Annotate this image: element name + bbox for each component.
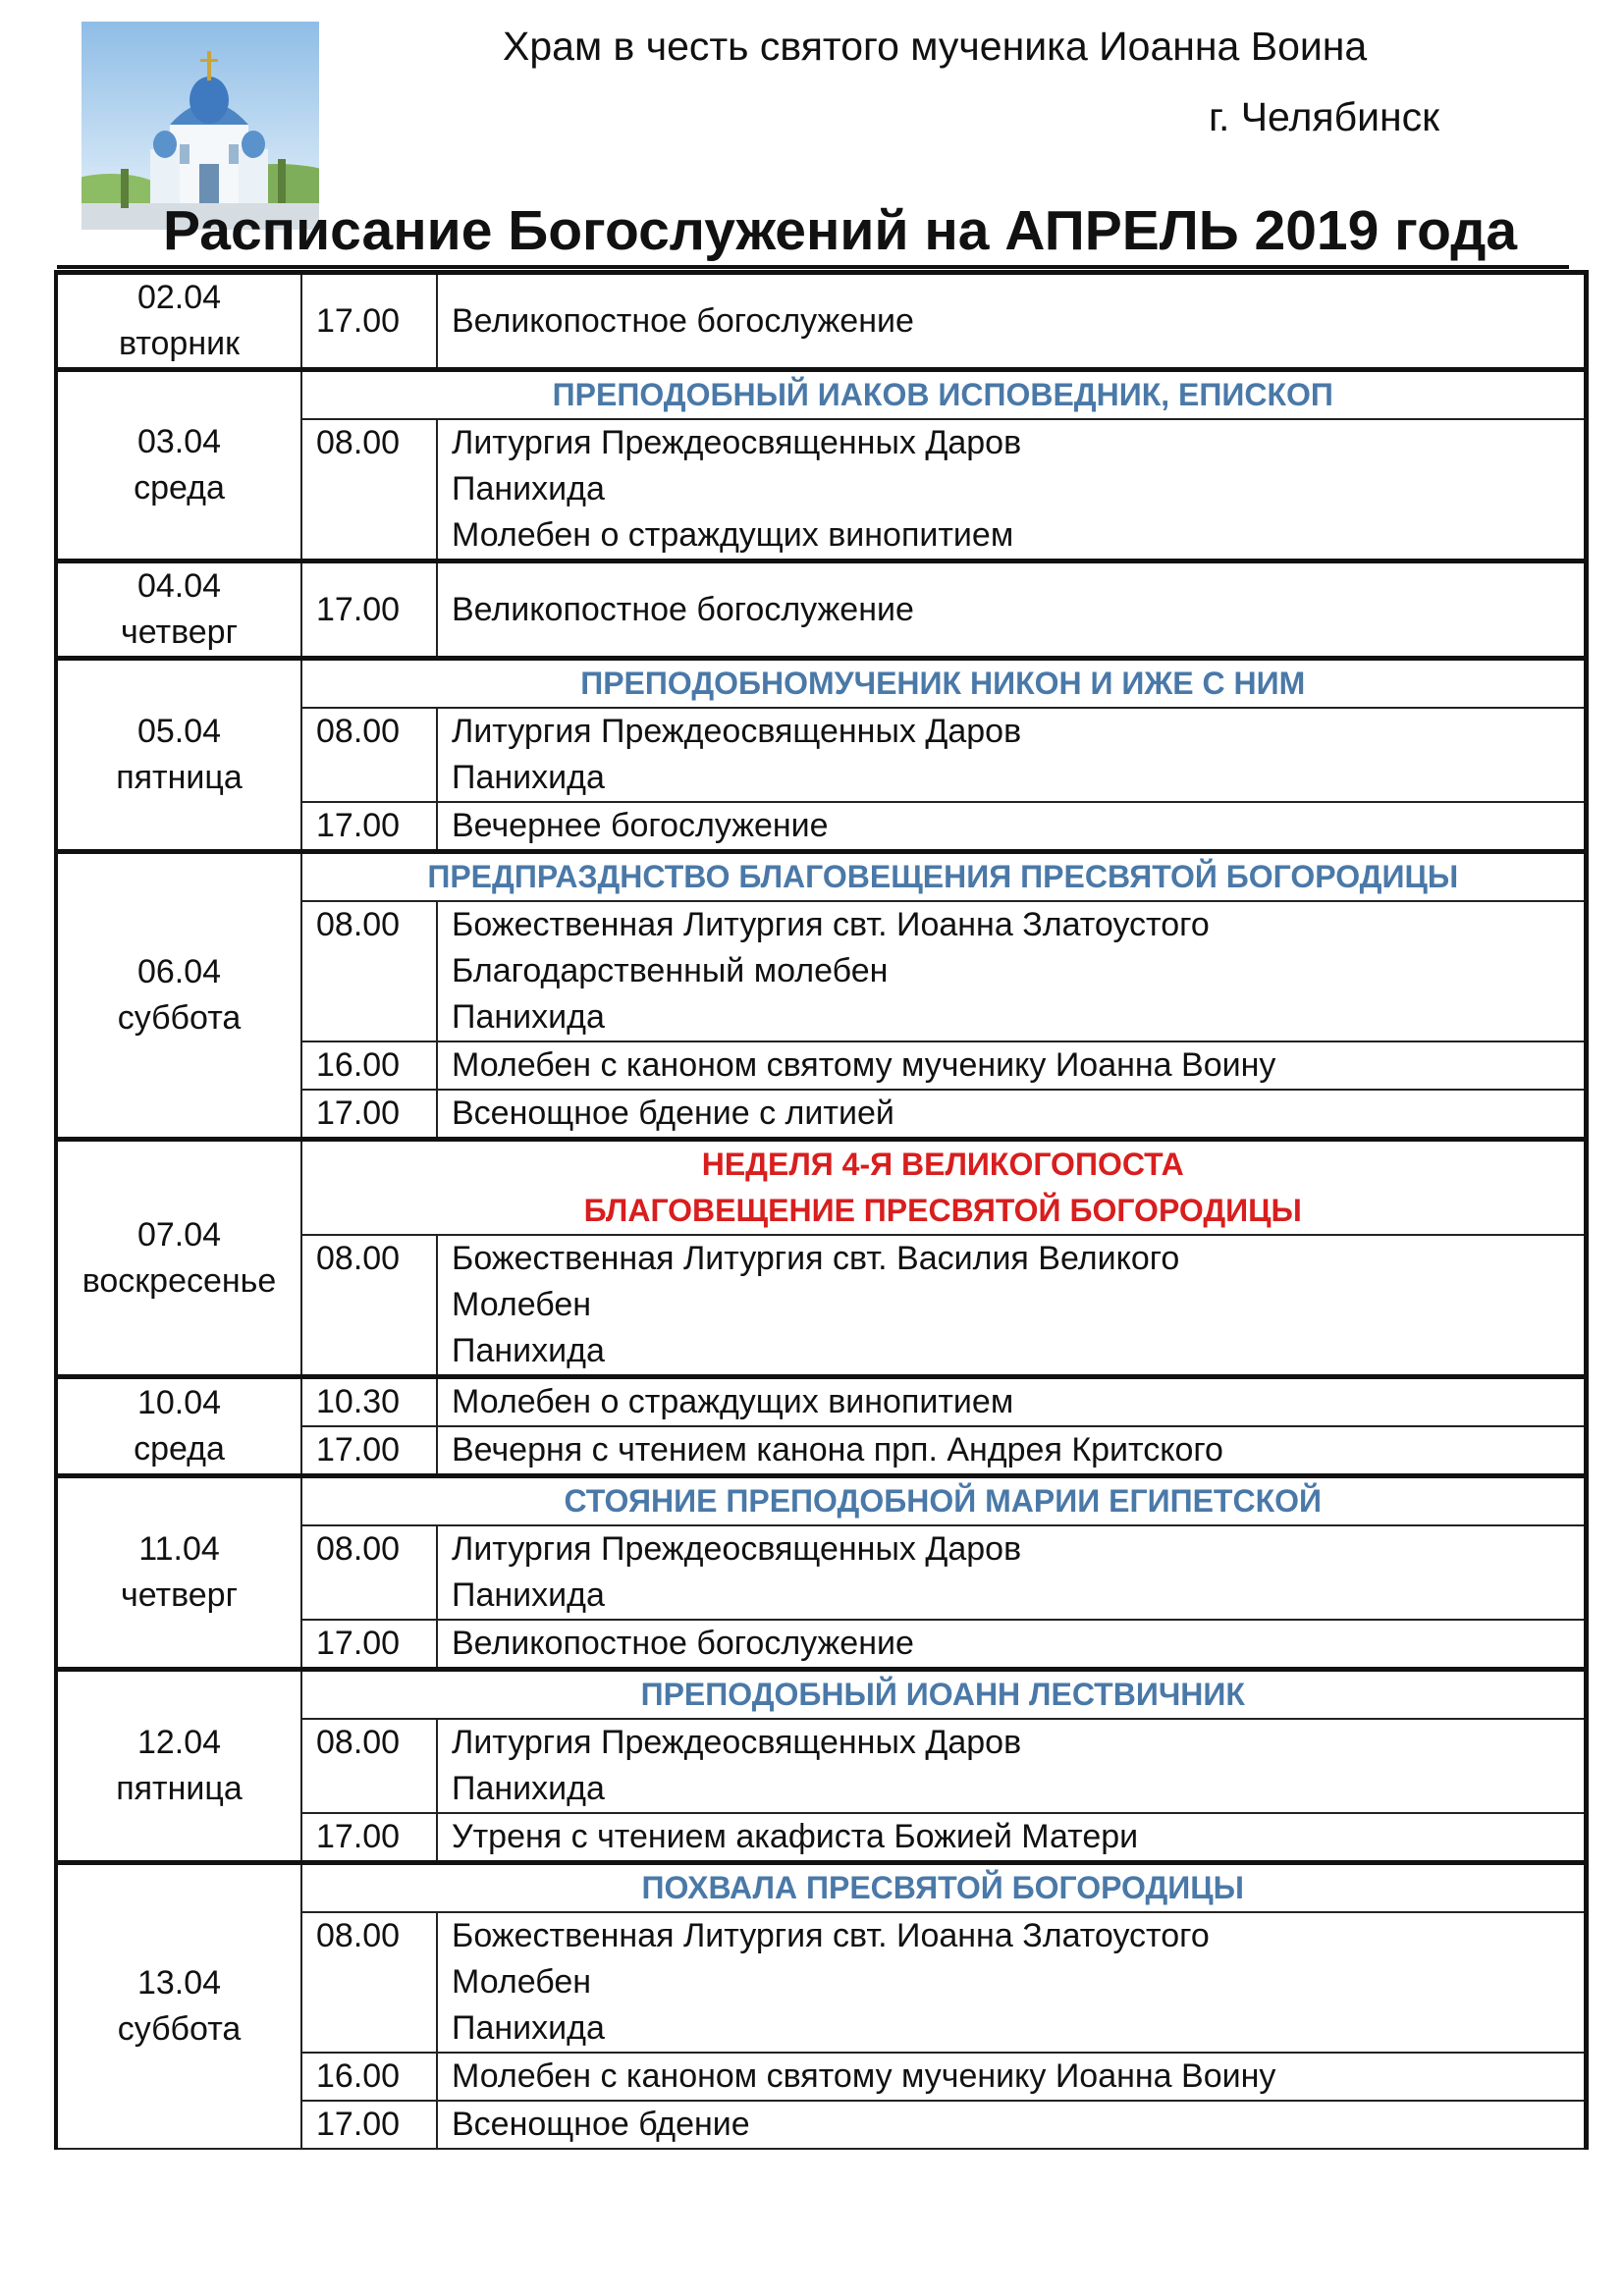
service-name: Молебен с каноном святому мученику Иоанна Воину [452, 1046, 1276, 1084]
schedule-table [54, 270, 1589, 2150]
service-name: Панихида [452, 470, 605, 507]
feast-title [301, 659, 1586, 709]
service-list [437, 1813, 1586, 1863]
day-date-cell [56, 370, 301, 561]
day-date: 07.04 [136, 1215, 222, 1254]
day-date-cell [56, 852, 301, 1140]
day-date-cell [56, 1670, 301, 1863]
service-name: Панихида [452, 998, 605, 1036]
service-list [437, 2053, 1586, 2101]
day-weekday: среда [134, 469, 225, 507]
service-name: Литургия Преждеосвященных Даров [452, 713, 1022, 750]
service-time: 17.00 [301, 1090, 437, 1140]
service-name: Панихида [452, 1332, 605, 1369]
feast-title-line: ПРЕПОДОБНОМУЧЕНИК НИКОН И ИЖЕ С НИМ [580, 666, 1306, 701]
day-date-cell [56, 1140, 301, 1377]
day-weekday: среда [134, 1430, 225, 1468]
day-date-cell [56, 1863, 301, 2150]
service-time: 08.00 [301, 901, 437, 1041]
service-list [437, 561, 1586, 659]
service-name: Молебен с каноном святому мученику Иоанна Воину [452, 2057, 1276, 2095]
service-time: 17.00 [301, 1620, 437, 1670]
service-name: Литургия Преждеосвященных Даров [452, 1530, 1022, 1568]
service-list [437, 802, 1586, 852]
service-time: 17.00 [301, 1813, 437, 1863]
day-weekday: четверг [121, 1576, 238, 1614]
service-time: 17.00 [301, 1426, 437, 1476]
service-row [56, 1377, 1586, 1427]
service-name: Панихида [452, 2009, 605, 2047]
service-row [56, 273, 1586, 370]
service-time: 17.00 [301, 561, 437, 659]
service-time: 08.00 [301, 1525, 437, 1620]
day-date-cell [56, 561, 301, 659]
service-name: Благодарственный молебен [452, 952, 889, 989]
feast-title-line: ПРЕПОДОБНЫЙ ИОАНН ЛЕСТВИЧНИК [640, 1677, 1245, 1712]
day-date: 06.04 [136, 953, 222, 990]
feast-row [56, 659, 1586, 709]
feast-row [56, 852, 1586, 902]
day-weekday: четверг [121, 614, 238, 651]
feast-title [301, 1863, 1586, 1913]
service-name: Молебен о страждущих винопитием [452, 516, 1014, 554]
service-name: Великопостное богослужение [452, 1625, 914, 1662]
service-list [437, 2101, 1586, 2149]
feast-title [301, 1670, 1586, 1720]
feast-row [56, 1863, 1586, 1913]
service-list [437, 1090, 1586, 1140]
day-date: 11.04 [138, 1530, 220, 1568]
service-time: 17.00 [301, 2101, 437, 2149]
feast-row [56, 1140, 1586, 1236]
day-date-cell [56, 273, 301, 370]
service-name: Молебен о страждущих винопитием [452, 1383, 1014, 1420]
city-name: г. Челябинск [1209, 94, 1440, 139]
service-list [437, 1426, 1586, 1476]
page-title: Расписание Богослужений на АПРЕЛЬ 2019 года [57, 196, 1569, 269]
service-list [437, 1235, 1586, 1377]
day-weekday: суббота [117, 999, 242, 1037]
service-list [437, 273, 1586, 370]
service-name: Божественная Литургия свт. Василия Великого [452, 1240, 1180, 1277]
service-time: 08.00 [301, 708, 437, 802]
service-name: Панихида [452, 1770, 605, 1807]
day-date-cell [56, 659, 301, 852]
service-time: 16.00 [301, 2053, 437, 2101]
feast-title-line: НЕДЕЛЯ 4-Я ВЕЛИКОГОПОСТА [701, 1147, 1184, 1182]
service-list [437, 1620, 1586, 1670]
service-name: Божественная Литургия свт. Иоанна Златоустого [452, 906, 1210, 943]
day-date: 03.04 [136, 423, 222, 460]
service-name: Молебен [452, 1286, 592, 1323]
feast-title-line: ПОХВАЛА ПРЕСВЯТОЙ БОГОРОДИЦЫ [641, 1870, 1244, 1905]
service-name: Панихида [452, 1576, 605, 1614]
day-weekday: пятница [116, 759, 243, 796]
service-list [437, 1525, 1586, 1620]
day-weekday: вторник [119, 325, 240, 362]
day-date: 10.04 [136, 1384, 222, 1421]
feast-title [301, 1476, 1586, 1526]
feast-title [301, 852, 1586, 902]
service-list [437, 1912, 1586, 2053]
service-name: Божественная Литургия свт. Иоанна Златоустого [452, 1917, 1210, 1954]
service-time: 17.00 [301, 802, 437, 852]
feast-title-line: ПРЕДПРАЗДНСТВО БЛАГОВЕЩЕНИЯ ПРЕСВЯТОЙ БОГОРОДИЦЫ [427, 859, 1459, 894]
service-list [437, 419, 1586, 561]
service-name: Панихида [452, 759, 605, 796]
service-list [437, 1377, 1586, 1427]
service-name: Молебен [452, 1963, 592, 2001]
feast-title [301, 1140, 1586, 1236]
feast-row [56, 1476, 1586, 1526]
feast-title-line: ПРЕПОДОБНЫЙ ИАКОВ ИСПОВЕДНИК, ЕПИСКОП [552, 377, 1333, 412]
day-weekday: суббота [117, 2010, 242, 2048]
service-list [437, 1041, 1586, 1090]
service-time: 17.00 [301, 273, 437, 370]
service-list [437, 901, 1586, 1041]
service-list [437, 1719, 1586, 1813]
service-name: Великопостное богослужение [452, 301, 914, 340]
service-time: 08.00 [301, 1719, 437, 1813]
day-weekday: воскресенье [81, 1261, 277, 1300]
service-time: 10.30 [301, 1377, 437, 1427]
service-name: Утреня с чтением акафиста Божией Матери [452, 1818, 1139, 1855]
service-name: Литургия Преждеосвященных Даров [452, 1724, 1022, 1761]
feast-title-line: БЛАГОВЕЩЕНИЕ ПРЕСВЯТОЙ БОГОРОДИЦЫ [583, 1193, 1302, 1228]
service-name: Всенощное бдение [452, 2106, 750, 2143]
day-date: 13.04 [136, 1964, 222, 2002]
feast-row [56, 370, 1586, 420]
service-name: Литургия Преждеосвященных Даров [452, 424, 1022, 461]
feast-title-line: СТОЯНИЕ ПРЕПОДОБНОЙ МАРИИ ЕГИПЕТСКОЙ [564, 1483, 1322, 1519]
service-list [437, 708, 1586, 802]
feast-title [301, 370, 1586, 420]
service-row [56, 561, 1586, 659]
feast-row [56, 1670, 1586, 1720]
day-date: 04.04 [136, 567, 222, 605]
service-name: Вечернее богослужение [452, 807, 829, 844]
day-date: 05.04 [136, 713, 222, 750]
service-name: Великопостное богослужение [452, 590, 914, 628]
day-date-cell [56, 1476, 301, 1670]
day-date: 02.04 [136, 279, 222, 316]
service-name: Всенощное бдение с литией [452, 1095, 894, 1132]
service-time: 08.00 [301, 419, 437, 561]
service-time: 16.00 [301, 1041, 437, 1090]
day-date-cell [56, 1377, 301, 1476]
service-time: 08.00 [301, 1912, 437, 2053]
temple-name: Храм в честь святого мученика Иоанна Воина [503, 24, 1368, 69]
service-time: 08.00 [301, 1235, 437, 1377]
service-name: Вечерня с чтением канона прп. Андрея Критского [452, 1431, 1223, 1468]
day-date: 12.04 [136, 1724, 222, 1761]
day-weekday: пятница [116, 1770, 243, 1807]
